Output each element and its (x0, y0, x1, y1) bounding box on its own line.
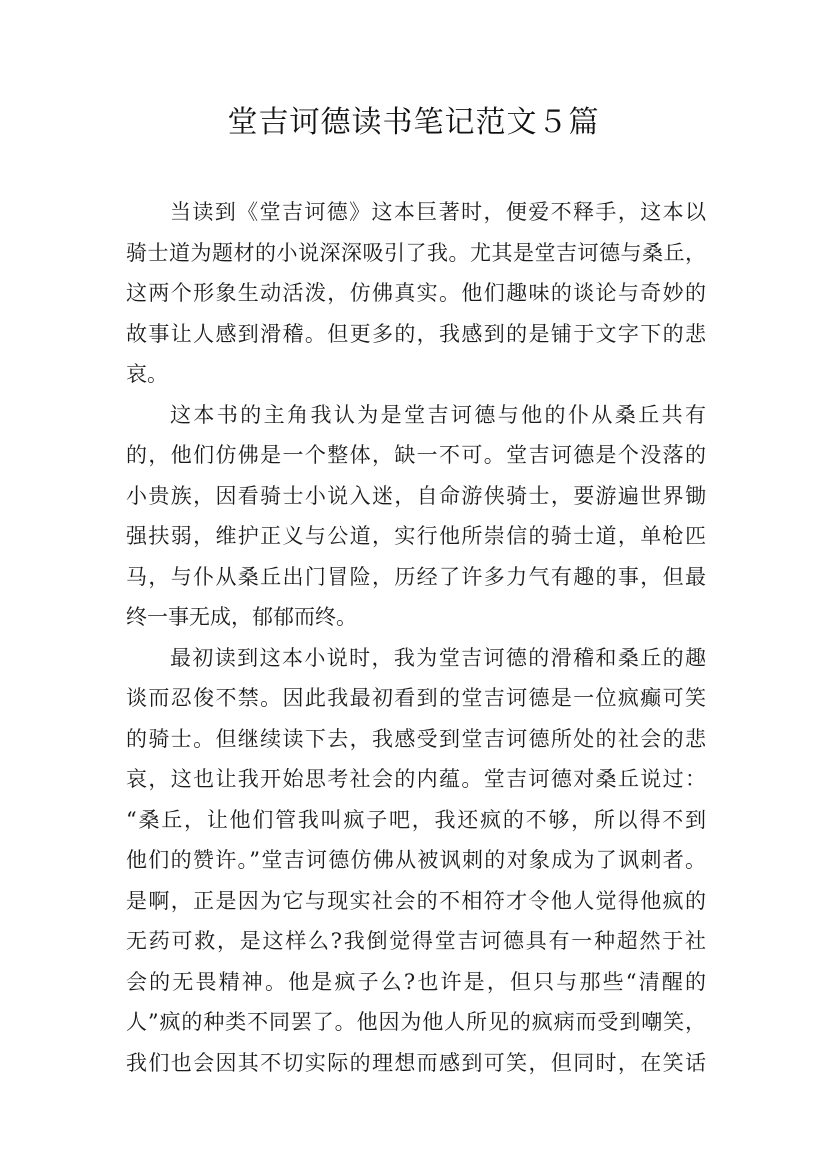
document-body (126, 192, 706, 1083)
text-line: 这本书的主角我认为是堂吉诃德与他的仆从桑丘共有 (170, 402, 706, 427)
text-line: 会的无畏精神。他是疯子么?也许是，但只与那些“清醒的 (126, 969, 706, 994)
text-line: 他们的赞许。”堂吉诃德仿佛从被讽刺的对象成为了讽刺者。 (126, 848, 706, 872)
paragraph-1 (126, 192, 706, 395)
text-line: 我们也会因其不切实际的理想而感到可笑，但同时，在笑话 (126, 1050, 706, 1075)
paragraph-3 (126, 638, 706, 1084)
text-line: 是啊，正是因为它与现实社会的不相符才令他人觉得他疯的 (126, 888, 706, 913)
text-line: 强扶弱，维护正义与公道，实行他所崇信的骑士道，单枪匹 (126, 524, 706, 548)
text-line: 当读到《堂吉诃德》这本巨著时，便爱不释手，这本以 (170, 200, 706, 224)
text-line: 谈而忍俊不禁。因此我最初看到的堂吉诃德是一位疯癫可笑 (126, 686, 706, 710)
text-line: 哀。 (126, 362, 168, 386)
text-line: 骑士道为题材的小说深深吸引了我。尤其是堂吉诃德与桑丘， (126, 240, 706, 265)
text-line: 故事让人感到滑稽。但更多的，我感到的是铺于文字下的悲 (126, 321, 706, 346)
text-line: 人”疯的种类不同罢了。他因为他人所见的疯病而受到嘲笑， (126, 1010, 706, 1034)
document-title: 堂吉诃德读书笔记范文５篇 (227, 105, 600, 140)
text-line: 哀，这也让我开始思考社会的内蕴。堂吉诃德对桑丘说过： (126, 767, 706, 791)
text-line: 无药可救，是这样么?我倒觉得堂吉诃德具有一种超然于社 (126, 929, 706, 953)
text-line: 终一事无成，郁郁而终。 (126, 605, 357, 629)
text-line: 马，与仆从桑丘出门冒险，历经了许多力气有趣的事，但最 (126, 564, 706, 589)
text-line: 的，他们仿佛是一个整体，缺一不可。堂吉诃德是个没落的 (126, 443, 706, 467)
text-line: 小贵族，因看骑士小说入迷，自命游侠骑士，要游遍世界锄 (126, 483, 706, 508)
paragraph-2 (126, 395, 706, 638)
text-line: 的骑士。但继续读下去，我感受到堂吉诃德所处的社会的悲 (126, 726, 706, 751)
text-line: 最初读到这本小说时，我为堂吉诃德的滑稽和桑丘的趣 (170, 645, 706, 670)
text-line: 这两个形象生动活泼，仿佛真实。他们趣味的谈论与奇妙的 (126, 281, 706, 305)
text-line: “桑丘，让他们管我叫疯子吧，我还疯的不够，所以得不到 (126, 807, 706, 832)
